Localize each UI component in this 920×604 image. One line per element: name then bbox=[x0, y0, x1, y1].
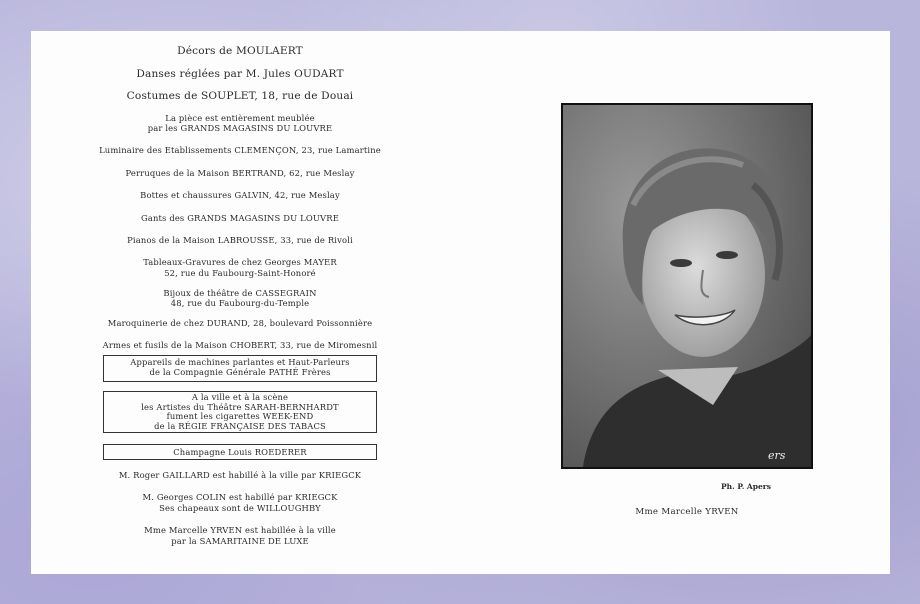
credit-pianos: Pianos de la Maison LABROUSSE, 33, rue de Rivoli bbox=[127, 234, 353, 245]
credit-decors: Décors de MOULAERT bbox=[177, 45, 303, 57]
tabac-line-2: les Artistes du Théâtre SARAH-BERNHARDT bbox=[141, 401, 339, 412]
tabac-line-4: de la RÉGIE FRANÇAISE DES TABACS bbox=[154, 420, 326, 431]
photo-credit: Ph. P. Apers bbox=[721, 482, 771, 491]
credit-bottes: Bottes et chaussures GALVIN, 42, rue Meslay bbox=[140, 190, 340, 201]
tabac-line-3: fument les cigarettes WEEK-END bbox=[166, 411, 314, 421]
credit-luminaire: Luminaire des Etablissements CLEMENÇON, 23, rue Lamartine bbox=[99, 145, 381, 156]
photographer-signature: ers bbox=[768, 449, 786, 462]
champagne-box bbox=[103, 444, 377, 460]
pathe-line-2: de la Compagnie Générale PATHÉ Frères bbox=[149, 367, 331, 378]
pathe-line-1: Appareils de machines parlantes et Haut-Parleurs bbox=[130, 357, 350, 367]
dress-credits bbox=[95, 470, 385, 546]
credit-tableaux-2: 52, rue du Faubourg-Saint-Honoré bbox=[164, 267, 316, 278]
credit-yrven-1: Mme Marcelle YRVEN est habillée à la ville bbox=[144, 525, 336, 536]
credit-armes: Armes et fusils de la Maison CHOBERT, 33, rue de Miromesnil bbox=[102, 340, 378, 351]
portrait-illustration bbox=[563, 105, 811, 467]
credit-colin-1: M. Georges COLIN est habillé par KRIEGCK bbox=[142, 492, 338, 503]
credit-maroquinerie: Maroquinerie de chez DURAND, 28, boulevard Poissonnière bbox=[107, 317, 373, 328]
credits-list bbox=[95, 45, 385, 351]
photo-caption: Mme Marcelle YRVEN bbox=[635, 507, 739, 517]
credit-perruques: Perruques de la Maison BERTRAND, 62, rue Meslay bbox=[125, 167, 355, 178]
champagne-line: Champagne Louis ROEDERER bbox=[173, 447, 307, 457]
credit-gants: Gants des GRANDS MAGASINS DU LOUVRE bbox=[141, 212, 339, 223]
credit-meuble-1: La pièce est entièrement meublée bbox=[165, 112, 315, 123]
credit-gaillard: M. Roger GAILLARD est habillé à la ville par KRIEGCK bbox=[118, 470, 362, 480]
tabac-line-1: A la ville et à la scène bbox=[191, 392, 289, 402]
program-page bbox=[31, 31, 890, 574]
portrait-photo bbox=[561, 103, 813, 469]
pathe-box bbox=[103, 355, 377, 382]
credit-tableaux-1: Tableaux-Gravures de chez Georges MAYER bbox=[143, 257, 337, 268]
credit-meuble-2: par les GRANDS MAGASINS DU LOUVRE bbox=[147, 122, 333, 133]
credit-bijoux-2: 48, rue du Faubourg-du-Temple bbox=[170, 298, 310, 309]
credit-bijoux-1: Bijoux de théâtre de CASSEGRAIN bbox=[163, 287, 317, 298]
credit-danses: Danses réglées par M. Jules OUDART bbox=[136, 67, 344, 80]
credit-yrven-2: par la SAMARITAINE DE LUXE bbox=[171, 535, 309, 546]
credit-costumes: Costumes de SOUPLET, 18, rue de Douai bbox=[126, 90, 354, 102]
credit-colin-2: Ses chapeaux sont de WILLOUGHBY bbox=[159, 502, 321, 513]
tabac-box bbox=[103, 391, 377, 433]
